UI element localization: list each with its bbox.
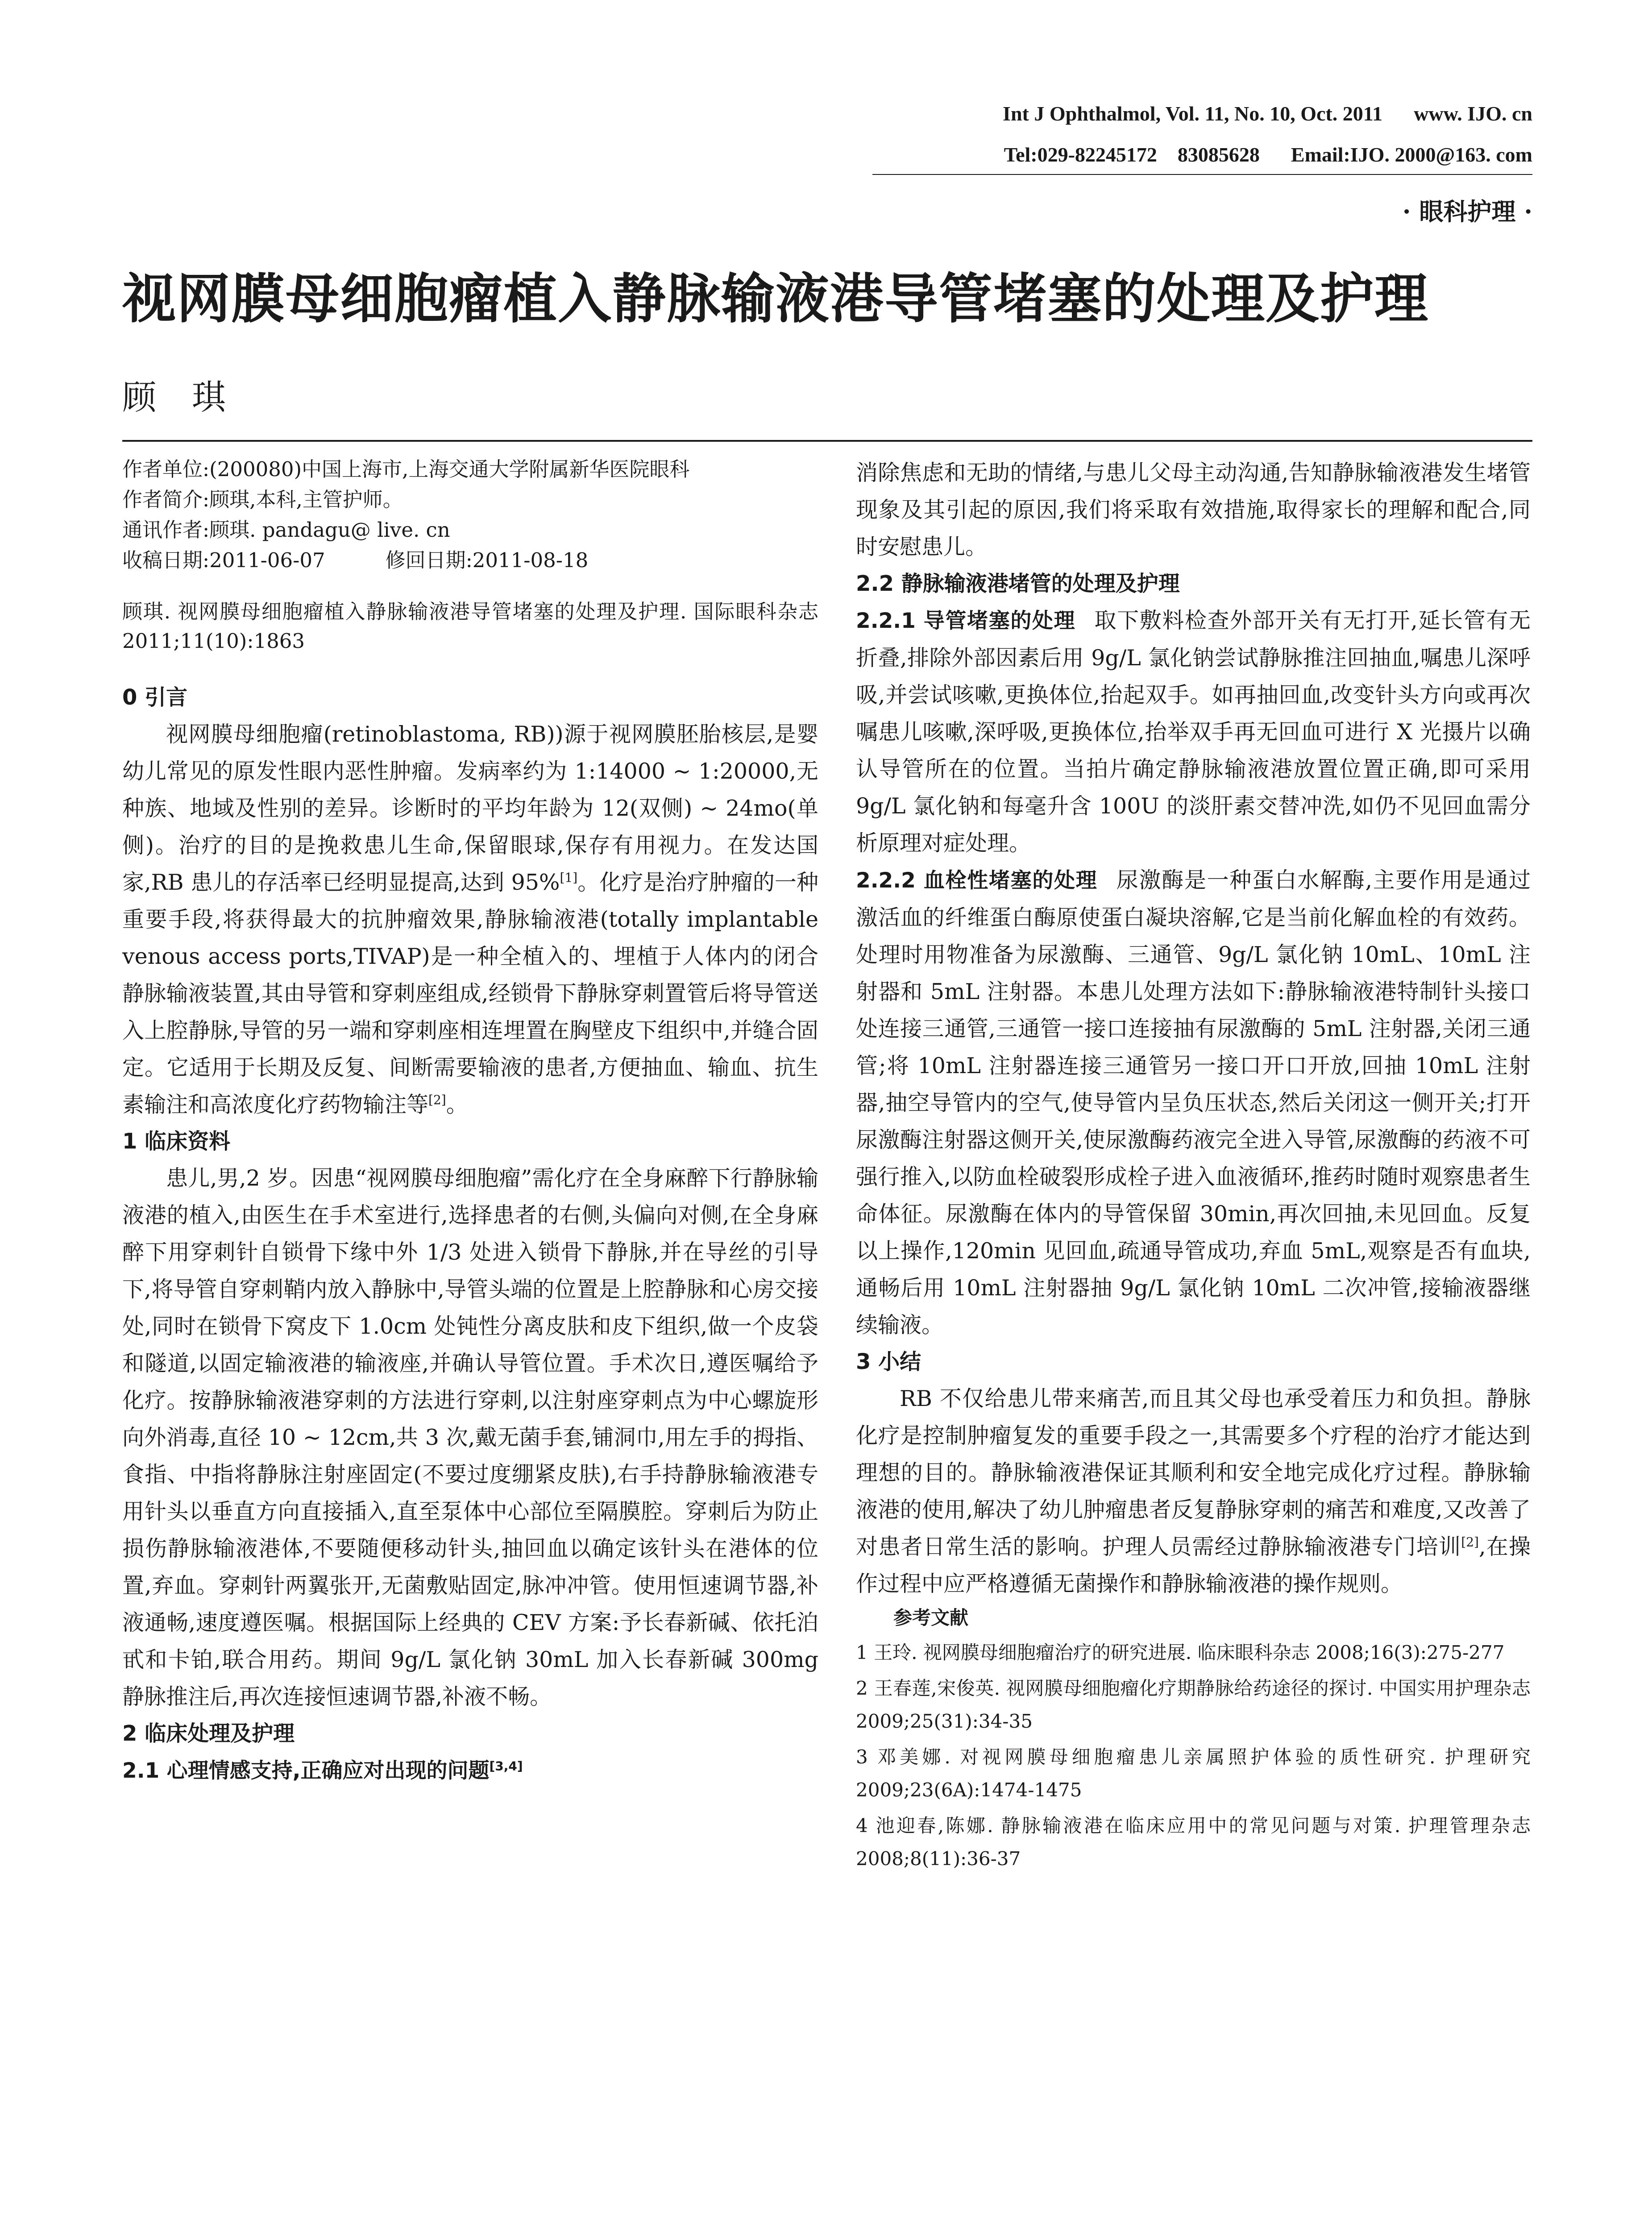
- citation-ref: [1]: [560, 870, 578, 885]
- intro-text-a: 视网膜母细胞瘤(retinoblastoma, RB))源于视网膜胚胎核层,是婴幼儿常见的原发性眼内恶性肿瘤。发病率约为 1:14000 ~ 1:20000,无种族、地域及性别的差异。诊断时的平均年龄为 12(双侧) ~ 24mo(单侧)。治疗的目的是挽救患儿生命,保留眼球,保存有用视力。在发达国家,RB 患儿的存活率已经明显提高,达到 95%: [122, 722, 818, 895]
- reference-item: 3 邓美娜. 对视网膜母细胞瘤患儿亲属照护体验的质性研究. 护理研究 2009;23(6A):1474-1475: [856, 1746, 1531, 1801]
- citation-ref: [3,4]: [489, 1758, 523, 1774]
- journal-header-line2: [1004, 138, 1532, 168]
- right-column: [856, 454, 1531, 1875]
- summary-text-a: RB 不仅给患儿带来痛苦,而且其父母也承受着压力和负担。静脉化疗是控制肿瘤复发的重要手段之一,其需要多个疗程的治疗才能达到理想的目的。静脉输液港保证其顺利和安全地完成化疗过程。静脉输液港的使用,解决了幼儿肿瘤患者反复静脉穿刺的痛苦和难度,又改善了对患者日常生活的影响。护理人员需经过静脉输液港专门培训: [856, 1386, 1531, 1559]
- left-column: [122, 454, 818, 1789]
- header-divider: [872, 174, 1532, 175]
- article-title: 视网膜母细胞瘤植入静脉输液港导管堵塞的处理及护理: [122, 268, 1429, 330]
- citation: 顾琪. 视网膜母细胞瘤植入静脉输液港导管堵塞的处理及护理. 国际眼科杂志 2011;11(10):1863: [122, 600, 818, 653]
- journal-tel: Tel:029-82245172 83085628: [1004, 143, 1260, 166]
- title-divider: [122, 440, 1532, 442]
- summary-text-b: ,在操作过程中应严格遵循无菌操作和静脉输液港的操作规则。: [856, 1534, 1531, 1597]
- reference-item: 4 池迎春,陈娜. 静脉输液港在临床应用中的常见问题与对策. 护理管理杂志 2008;8(11):36-37: [856, 1815, 1531, 1870]
- journal-issue: Int J Ophthalmol, Vol. 11, No. 10, Oct. 2011: [1003, 102, 1383, 125]
- citation-ref: [2]: [1461, 1534, 1479, 1550]
- summary-paragraph: [856, 1380, 1531, 1602]
- reference-item: 1 王玲. 视网膜母细胞瘤治疗的研究进展. 临床眼科杂志 2008;16(3):275-277: [856, 1642, 1505, 1663]
- citation-ref: [2]: [428, 1092, 446, 1107]
- intro-paragraph: [122, 716, 818, 1123]
- journal-email: Email:IJO. 2000@163. com: [1291, 143, 1532, 166]
- received-dates: 收稿日期:2011-06-07 修回日期:2011-08-18: [122, 548, 589, 572]
- section-heading-2: 2 临床处理及护理: [122, 1721, 295, 1746]
- section-2-2-2-paragraph: [856, 862, 1531, 1344]
- clinical-data-paragraph: 患儿,男,2 岁。因患“视网膜母细胞瘤”需化疗在全身麻醉下行静脉输液港的植入,由医生在手术室进行,选择患者的右侧,头偏向对侧,在全身麻醉下用穿刺针自锁骨下缘中外 1/3 处进入锁骨下静脉,并在导丝的引导下,将导管自穿刺鞘内放入静脉中,导管头端的位置是上腔静脉和心房交接处,同时在锁骨下窝皮下 1.0cm 处钝性分离皮肤和皮下组织,做一个皮袋和隧道,以固定输液港的输液座,并确认导管位置。手术次日,遵医嘱给予化疗。按静脉输液港穿刺的方法进行穿刺,以注射座穿刺点为中心螺旋形向外消毒,直径 10 ~ 12cm,共 3 次,戴无菌手套,铺洞巾,用左手的拇指、食指、中指将静脉注射座固定(不要过度绷紧皮肤),右手持静脉输液港专用针头以垂直方向直接插入,直至泵体中心部位至隔膜腔。穿刺后为防止损伤静脉输液港体,不要随便移动针头,抽回血以确定该针头在港体的位置,弃血。穿刺针两翼张开,无菌敷贴固定,脉冲冲管。使用恒速调节器,补液通畅,速度遵医嘱。根据国际上经典的 CEV 方案:予长春新碱、依托泊甙和卡铂,联合用药。期间 9g/L 氯化钠 30mL 加入长春新碱 300mg 静脉推注后,再次连接恒速调节器,补液不畅。: [122, 1165, 818, 1709]
- intro-text-c: 。: [446, 1092, 468, 1117]
- section-2-1-paragraph-start: [122, 1752, 818, 1789]
- section-tag: · 眼科护理 ·: [1402, 197, 1532, 226]
- intro-text-b: 。化疗是治疗肿瘤的一种重要手段,将获得最大的抗肿瘤效果,静脉输液港(totally implantable venous access ports,TIVAP)是一种全植入的、埋植于人体内的闭合静脉输液装置,其由导管和穿刺座组成,经锁骨下静脉穿刺置管后将导管送入上腔静脉,导管的另一端和穿刺座相连埋置在胸壁皮下组织中,并缝合固定。它适用于长期及反复、间断需要输液的患者,方便抽血、输血、抗生素输注和高浓度化疗药物输注等: [122, 870, 818, 1117]
- subsection-heading-2-1: 2.1 心理情感支持,正确应对出现的问题[3,4]: [122, 1758, 523, 1783]
- section-2-2-1-paragraph: [856, 602, 1531, 862]
- section-heading-0: 0 引言: [122, 685, 188, 710]
- subsection-heading-2-2-1: 2.2.1 导管堵塞的处理: [856, 609, 1076, 633]
- section-heading-1: 1 临床资料: [122, 1129, 231, 1154]
- correspondence: 通讯作者:顾琪. pandagu@ live. cn: [122, 518, 450, 542]
- reference-item: 2 王春莲,宋俊英. 视网膜母细胞瘤化疗期静脉给药途径的探讨. 中国实用护理杂志 2009;25(31):34-35: [856, 1677, 1531, 1732]
- section-2-2-1-text: 取下敷料检查外部开关有无打开,延长管有无折叠,排除外部因素后用 9g/L 氯化钠尝试静脉推注回抽血,嘱患儿深呼吸,并尝试咳嗽,更换体位,抬起双手。如再抽回血,改变针头方向或再次嘱患儿咳嗽,深呼吸,更换体位,抬举双手再无回血可进行 X 光摄片以确认导管所在的位置。当拍片确定静脉输液港放置位置正确,即可采用 9g/L 氯化钠和每毫升含 100U 的淡肝素交替冲洗,如仍不见回血需分析原理对症处理。: [856, 608, 1531, 856]
- references-heading: 参考文献: [893, 1607, 969, 1629]
- journal-header-line1: [1003, 102, 1532, 125]
- author-bio: 作者简介:顾琪,本科,主管护师。: [122, 488, 403, 511]
- section-heading-3: 3 小结: [856, 1349, 921, 1374]
- affiliation: 作者单位:(200080)中国上海市,上海交通大学附属新华医院眼科: [122, 457, 690, 481]
- section-2-2-2-text: 尿激酶是一种蛋白水解酶,主要作用是通过激活血的纤维蛋白酶原使蛋白凝块溶解,它是当前化解血栓的有效药。处理时用物准备为尿激酶、三通管、9g/L 氯化钠 10mL、10mL 注射器和 5mL 注射器。本患儿处理方法如下:静脉输液港特制针头接口处连接三通管,三通管一接口连接抽有尿激酶的 5mL 注射器,关闭三通管;将 10mL 注射器连接三通管另一接口开口开放,回抽 10mL 注射器,抽空导管内的空气,使导管内呈负压状态,然后关闭这一侧开关;打开尿激酶注射器这侧开关,使尿激酶药液完全进入导管,尿激酶的药液不可强行推入,以防血栓破裂形成栓子进入血液循环,推药时随时观察患者生命体征。尿激酶在体内的导管保留 30min,再次回抽,未见回血。反复以上操作,120min 见回血,疏通导管成功,弃血 5mL,观察是否有血块,通畅后用 10mL 注射器抽 9g/L 氯化钠 10mL 二次冲管,接输液器继续输液。: [856, 867, 1531, 1338]
- journal-website: www. IJO. cn: [1414, 102, 1532, 125]
- subsection-heading-2-2-2: 2.2.2 血栓性堵塞的处理: [856, 868, 1098, 893]
- article-author: 顾琪: [122, 377, 261, 417]
- section-2-1-paragraph: 消除焦虑和无助的情绪,与患儿父母主动沟通,告知静脉输液港发生堵管现象及其引起的原因,我们将采取有效措施,取得家长的理解和配合,同时安慰患儿。: [856, 460, 1531, 560]
- subsection-heading-2-2: 2.2 静脉输液港堵管的处理及护理: [856, 571, 1180, 596]
